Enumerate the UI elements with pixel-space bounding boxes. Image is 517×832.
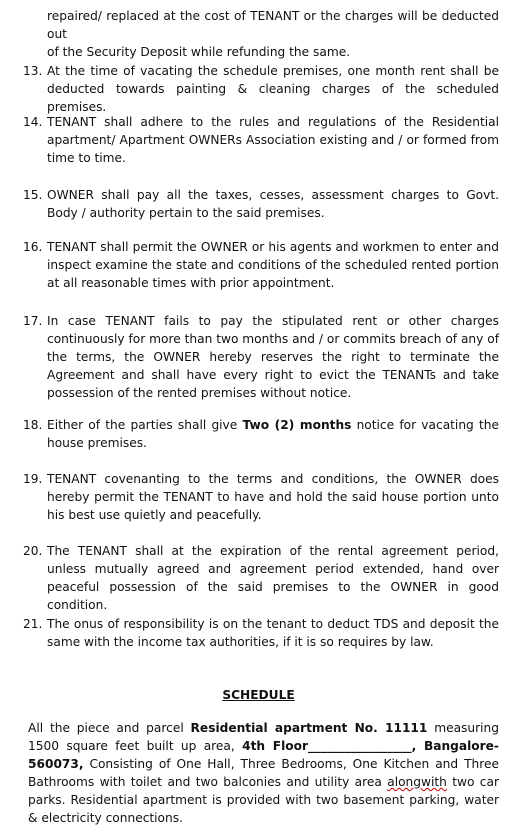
schedule-paragraph — [28, 719, 499, 827]
clause-number: 21. — [23, 617, 43, 631]
schedule-spellcheck-word: alongwith — [387, 775, 447, 789]
schedule-text-2: measuring 1500 square feet built up area, — [28, 721, 499, 753]
clause-number: 19. — [23, 472, 43, 486]
clause-text: The TENANT shall at the expiration of the rental agreement period, unless mutually agreed and agreement period extended, hand over peaceful possession of the said premises to the OWNER in good condition. — [47, 544, 499, 612]
clause-text-bold: Two (2) months — [242, 418, 352, 432]
clause-number: 17. — [23, 314, 43, 328]
schedule-text-1: All the piece and parcel — [28, 721, 191, 735]
clause-number: 18. — [23, 418, 43, 432]
continuation-line-2: of the Security Deposit while refunding the same. — [47, 45, 351, 59]
continuation-text — [47, 7, 499, 61]
clause-text-after: notice for vacating the house premises. — [47, 418, 499, 450]
clause-text — [47, 416, 499, 452]
clause-text-before: Either of the parties shall give — [47, 418, 243, 432]
schedule-text-4: two car parks. Residential apartment is provided with two basement parking, water & electricity connections. — [28, 775, 499, 825]
clause-text: TENANT shall permit the OWNER or his agents and workmen to enter and inspect examine the state and conditions of the scheduled rented portion at all reasonable times with prior appointment. — [47, 240, 499, 290]
schedule-apartment-no: Residential apartment No. 11111 — [190, 721, 428, 735]
clause-text: The onus of responsibility is on the tenant to deduct TDS and deposit the same with the income tax authorities, if it is so requires by law. — [47, 617, 499, 649]
clause-number: 13. — [23, 64, 43, 78]
schedule-heading: SCHEDULE — [222, 688, 295, 702]
clause-number: 15. — [23, 188, 43, 202]
clause-text: TENANT shall adhere to the rules and regulations of the Residential apartment/ Apartment OWNERs Association existing and / or formed from time to time. — [47, 115, 499, 165]
clause-text: OWNER shall pay all the taxes, cesses, assessment charges to Govt. Body / authority pertain to the said premises. — [47, 188, 499, 220]
clause-text: At the time of vacating the schedule premises, one month rent shall be deducted towards painting & cleaning charges of the scheduled premises. — [47, 64, 499, 114]
continuation-line-1: repaired/ replaced at the cost of TENANT or the charges will be deducted out — [47, 9, 499, 41]
clause-number: 14. — [23, 115, 43, 129]
clause-text: In case TENANT fails to pay the stipulated rent or other charges continuously for more than two months and / or commits breach of any of the terms, the OWNER hereby reserves the right to terminate the Agreement and shall have every right to evict the TENANTs and take possession of the rented premises without notice. — [47, 314, 499, 400]
schedule-text-3: Consisting of One Hall, Three Bedrooms, One Kitchen and Three Bathrooms with toilet and two balconies and utility area — [28, 757, 499, 789]
clause-text: TENANT covenanting to the terms and conditions, the OWNER does hereby permit the TENANT to have and hold the said house portion unto his best use quietly and peacefully. — [47, 472, 499, 522]
clause-number: 16. — [23, 240, 43, 254]
schedule-floor-address: 4th Floor_________________, Bangalore-560073, — [28, 739, 499, 771]
clause-number: 20. — [23, 544, 43, 558]
